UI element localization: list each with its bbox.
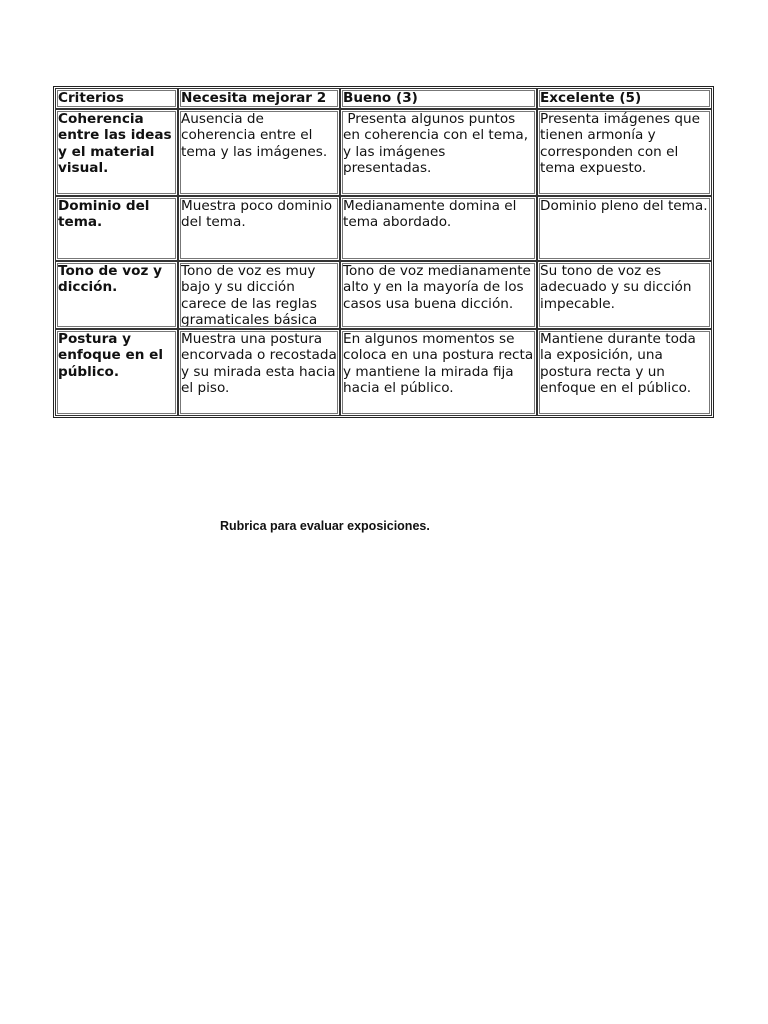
good-cell: Presenta algunos puntos en coherencia con el tema, y las imágenes presentadas. — [340, 109, 537, 196]
criterion-cell: Postura y enfoque en el público. — [55, 329, 178, 416]
table-row — [55, 109, 712, 196]
good-cell: Medianamente domina el tema abordado. — [340, 196, 537, 261]
excellent-cell: Mantiene durante toda la exposición, una postura recta y un enfoque en el público. — [537, 329, 712, 416]
rubric-table-frame — [53, 86, 714, 418]
table-header-row — [55, 88, 712, 109]
needs-improvement-cell: Tono de voz es muy bajo y su dicción carece de las reglas gramaticales básica — [178, 261, 340, 329]
excellent-cell: Su tono de voz es adecuado y su dicción impecable. — [537, 261, 712, 329]
document-caption: Rubrica para evaluar exposiciones. — [220, 519, 430, 533]
excellent-cell: Dominio pleno del tema. — [537, 196, 712, 261]
good-cell: En algunos momentos se coloca en una postura recta y mantiene la mirada fija hacia el público. — [340, 329, 537, 416]
excellent-cell: Presenta imágenes que tienen armonía y corresponden con el tema expuesto. — [537, 109, 712, 196]
header-excelente: Excelente (5) — [537, 88, 712, 109]
header-necesita-mejorar: Necesita mejorar 2 — [178, 88, 340, 109]
criterion-cell: Dominio del tema. — [55, 196, 178, 261]
table-row — [55, 196, 712, 261]
criterion-cell: Tono de voz y dicción. — [55, 261, 178, 329]
header-bueno: Bueno (3) — [340, 88, 537, 109]
needs-improvement-cell: Muestra poco dominio del tema. — [178, 196, 340, 261]
criterion-cell: Coherencia entre las ideas y el material visual. — [55, 109, 178, 196]
good-cell: Tono de voz medianamente alto y en la mayoría de los casos usa buena dicción. — [340, 261, 537, 329]
table-row — [55, 261, 712, 329]
rubric-table — [55, 88, 712, 416]
header-criterios: Criterios — [55, 88, 178, 109]
needs-improvement-cell: Ausencia de coherencia entre el tema y las imágenes. — [178, 109, 340, 196]
needs-improvement-cell: Muestra una postura encorvada o recostada y su mirada esta hacia el piso. — [178, 329, 340, 416]
table-row — [55, 329, 712, 416]
